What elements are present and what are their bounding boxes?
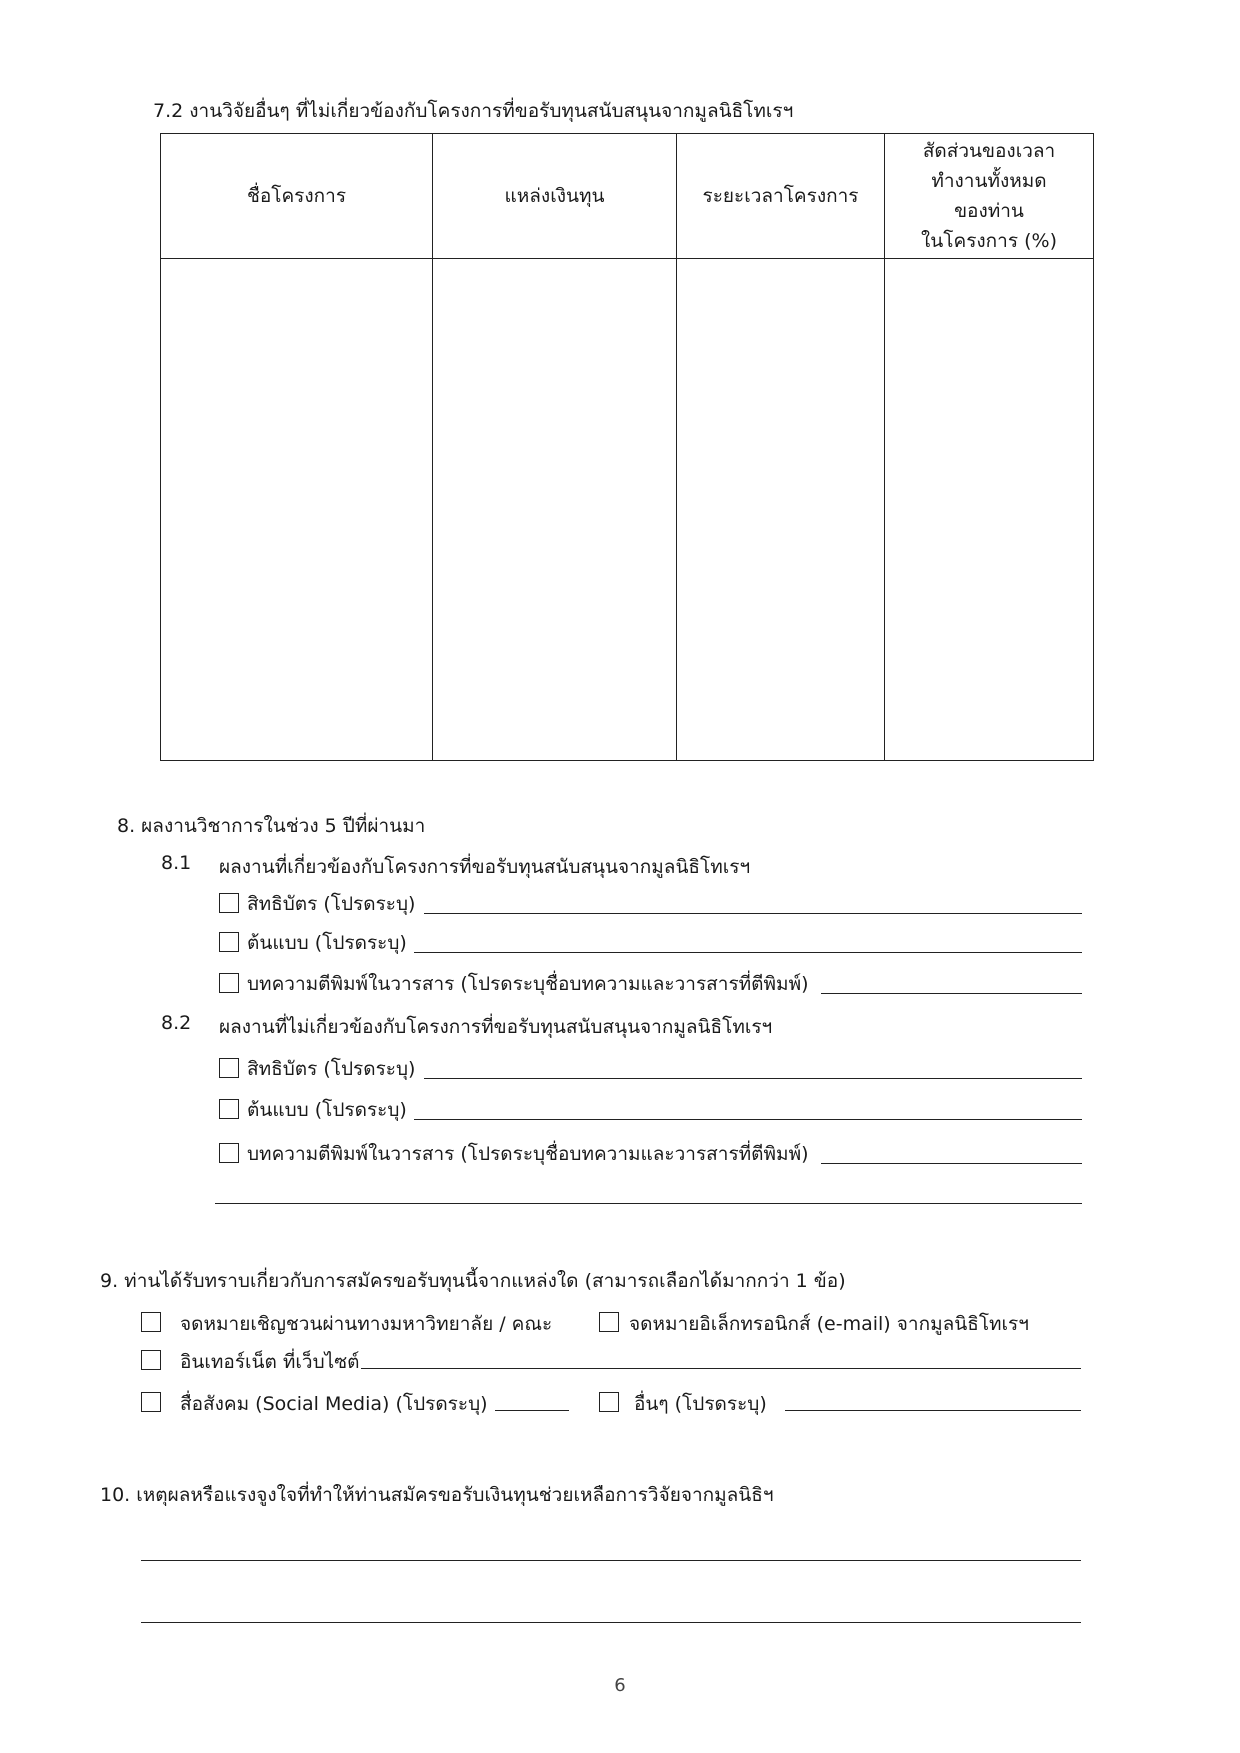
label-internet: อินเทอร์เน็ต ที่เว็บไซต์	[180, 1351, 360, 1373]
checkbox-letter-university[interactable]	[141, 1312, 161, 1332]
section-8-heading: 8. ผลงานวิชาการในช่วง 5 ปีที่ผ่านมา	[117, 815, 426, 837]
label-8-2-patent: สิทธิบัตร (โปรดระบุ)	[247, 1058, 416, 1080]
label-8-1-article: บทความตีพิมพ์ในวารสาร (โปรดระบุชื่อบทความและวารสารที่ตีพิมพ์)	[247, 973, 809, 995]
label-8-1-prototype: ต้นแบบ (โปรดระบุ)	[247, 932, 407, 954]
col-funding-source: แหล่งเงินทุน	[433, 134, 677, 259]
checkbox-8-2-prototype[interactable]	[219, 1099, 239, 1119]
checkbox-other[interactable]	[599, 1392, 619, 1412]
checkbox-email[interactable]	[599, 1312, 619, 1332]
field-website[interactable]	[361, 1368, 1081, 1369]
field-reason-line-2[interactable]	[141, 1622, 1081, 1623]
col-project-name: ชื่อโครงการ	[161, 134, 433, 259]
col-project-duration: ระยะเวลาโครงการ	[677, 134, 885, 259]
checkbox-8-1-article[interactable]	[219, 973, 239, 993]
checkbox-8-1-prototype[interactable]	[219, 932, 239, 952]
label-social-media: สื่อสังคม (Social Media) (โปรดระบุ)	[180, 1393, 488, 1415]
cell-time-proportion[interactable]	[885, 259, 1094, 761]
field-8-1-article[interactable]	[821, 993, 1082, 994]
section-7-2-heading: 7.2 งานวิจัยอื่นๆ ที่ไม่เกี่ยวข้องกับโครงการที่ขอรับทุนสนับสนุนจากมูลนิธิโทเรฯ	[153, 100, 794, 122]
cell-project-duration[interactable]	[677, 259, 885, 761]
label-8-1-patent: สิทธิบัตร (โปรดระบุ)	[247, 893, 416, 915]
section-9-heading: 9. ท่านได้รับทราบเกี่ยวกับการสมัครขอรับทุนนี้จากแหล่งใด (สามารถเลือกได้มากกว่า 1 ข้อ)	[100, 1270, 846, 1292]
label-8-2-prototype: ต้นแบบ (โปรดระบุ)	[247, 1099, 407, 1121]
section-8-2-title: ผลงานที่ไม่เกี่ยวข้องกับโครงการที่ขอรับทุนสนับสนุนจากมูลนิธิโทเรฯ	[219, 1016, 773, 1038]
col-time-proportion: สัดส่วนของเวลา ทำงานทั้งหมด ของท่าน ในโครงการ (%)	[885, 134, 1094, 259]
field-8-1-prototype[interactable]	[414, 952, 1082, 953]
field-8-1-patent[interactable]	[424, 913, 1082, 914]
page-number: 6	[614, 1675, 626, 1696]
label-8-2-article: บทความตีพิมพ์ในวารสาร (โปรดระบุชื่อบทความและวารสารที่ตีพิมพ์)	[247, 1143, 809, 1165]
checkbox-internet[interactable]	[141, 1350, 161, 1370]
field-other[interactable]	[785, 1410, 1081, 1411]
table-row	[161, 259, 1094, 761]
field-8-2-prototype[interactable]	[414, 1119, 1082, 1120]
field-8-2-patent[interactable]	[424, 1078, 1082, 1079]
cell-funding-source[interactable]	[433, 259, 677, 761]
section-10-heading: 10. เหตุผลหรือแรงจูงใจที่ทำให้ท่านสมัครขอรับเงินทุนช่วยเหลือการวิจัยจากมูลนิธิฯ	[100, 1484, 774, 1506]
checkbox-social-media[interactable]	[141, 1392, 161, 1412]
table-header-row	[161, 134, 1094, 259]
checkbox-8-2-article[interactable]	[219, 1143, 239, 1163]
label-email: จดหมายอิเล็กทรอนิกส์ (e-mail) จากมูลนิธิโทเรฯ	[629, 1313, 1029, 1335]
section-8-1-title: ผลงานที่เกี่ยวข้องกับโครงการที่ขอรับทุนสนับสนุนจากมูลนิธิโทเรฯ	[219, 856, 751, 878]
section-8-2-number: 8.2	[161, 1012, 192, 1034]
section-8-1-number: 8.1	[161, 852, 192, 874]
label-other: อื่นๆ (โปรดระบุ)	[634, 1393, 767, 1415]
checkbox-8-1-patent[interactable]	[219, 893, 239, 913]
checkbox-8-2-patent[interactable]	[219, 1058, 239, 1078]
field-social-media[interactable]	[495, 1410, 569, 1411]
field-8-2-article[interactable]	[821, 1163, 1082, 1164]
label-letter-university: จดหมายเชิญชวนผ่านทางมหาวิทยาลัย / คณะ	[180, 1313, 553, 1335]
field-reason-line-1[interactable]	[141, 1560, 1081, 1561]
field-8-2-article-continued[interactable]	[215, 1203, 1082, 1204]
research-table	[160, 133, 1094, 761]
cell-project-name[interactable]	[161, 259, 433, 761]
